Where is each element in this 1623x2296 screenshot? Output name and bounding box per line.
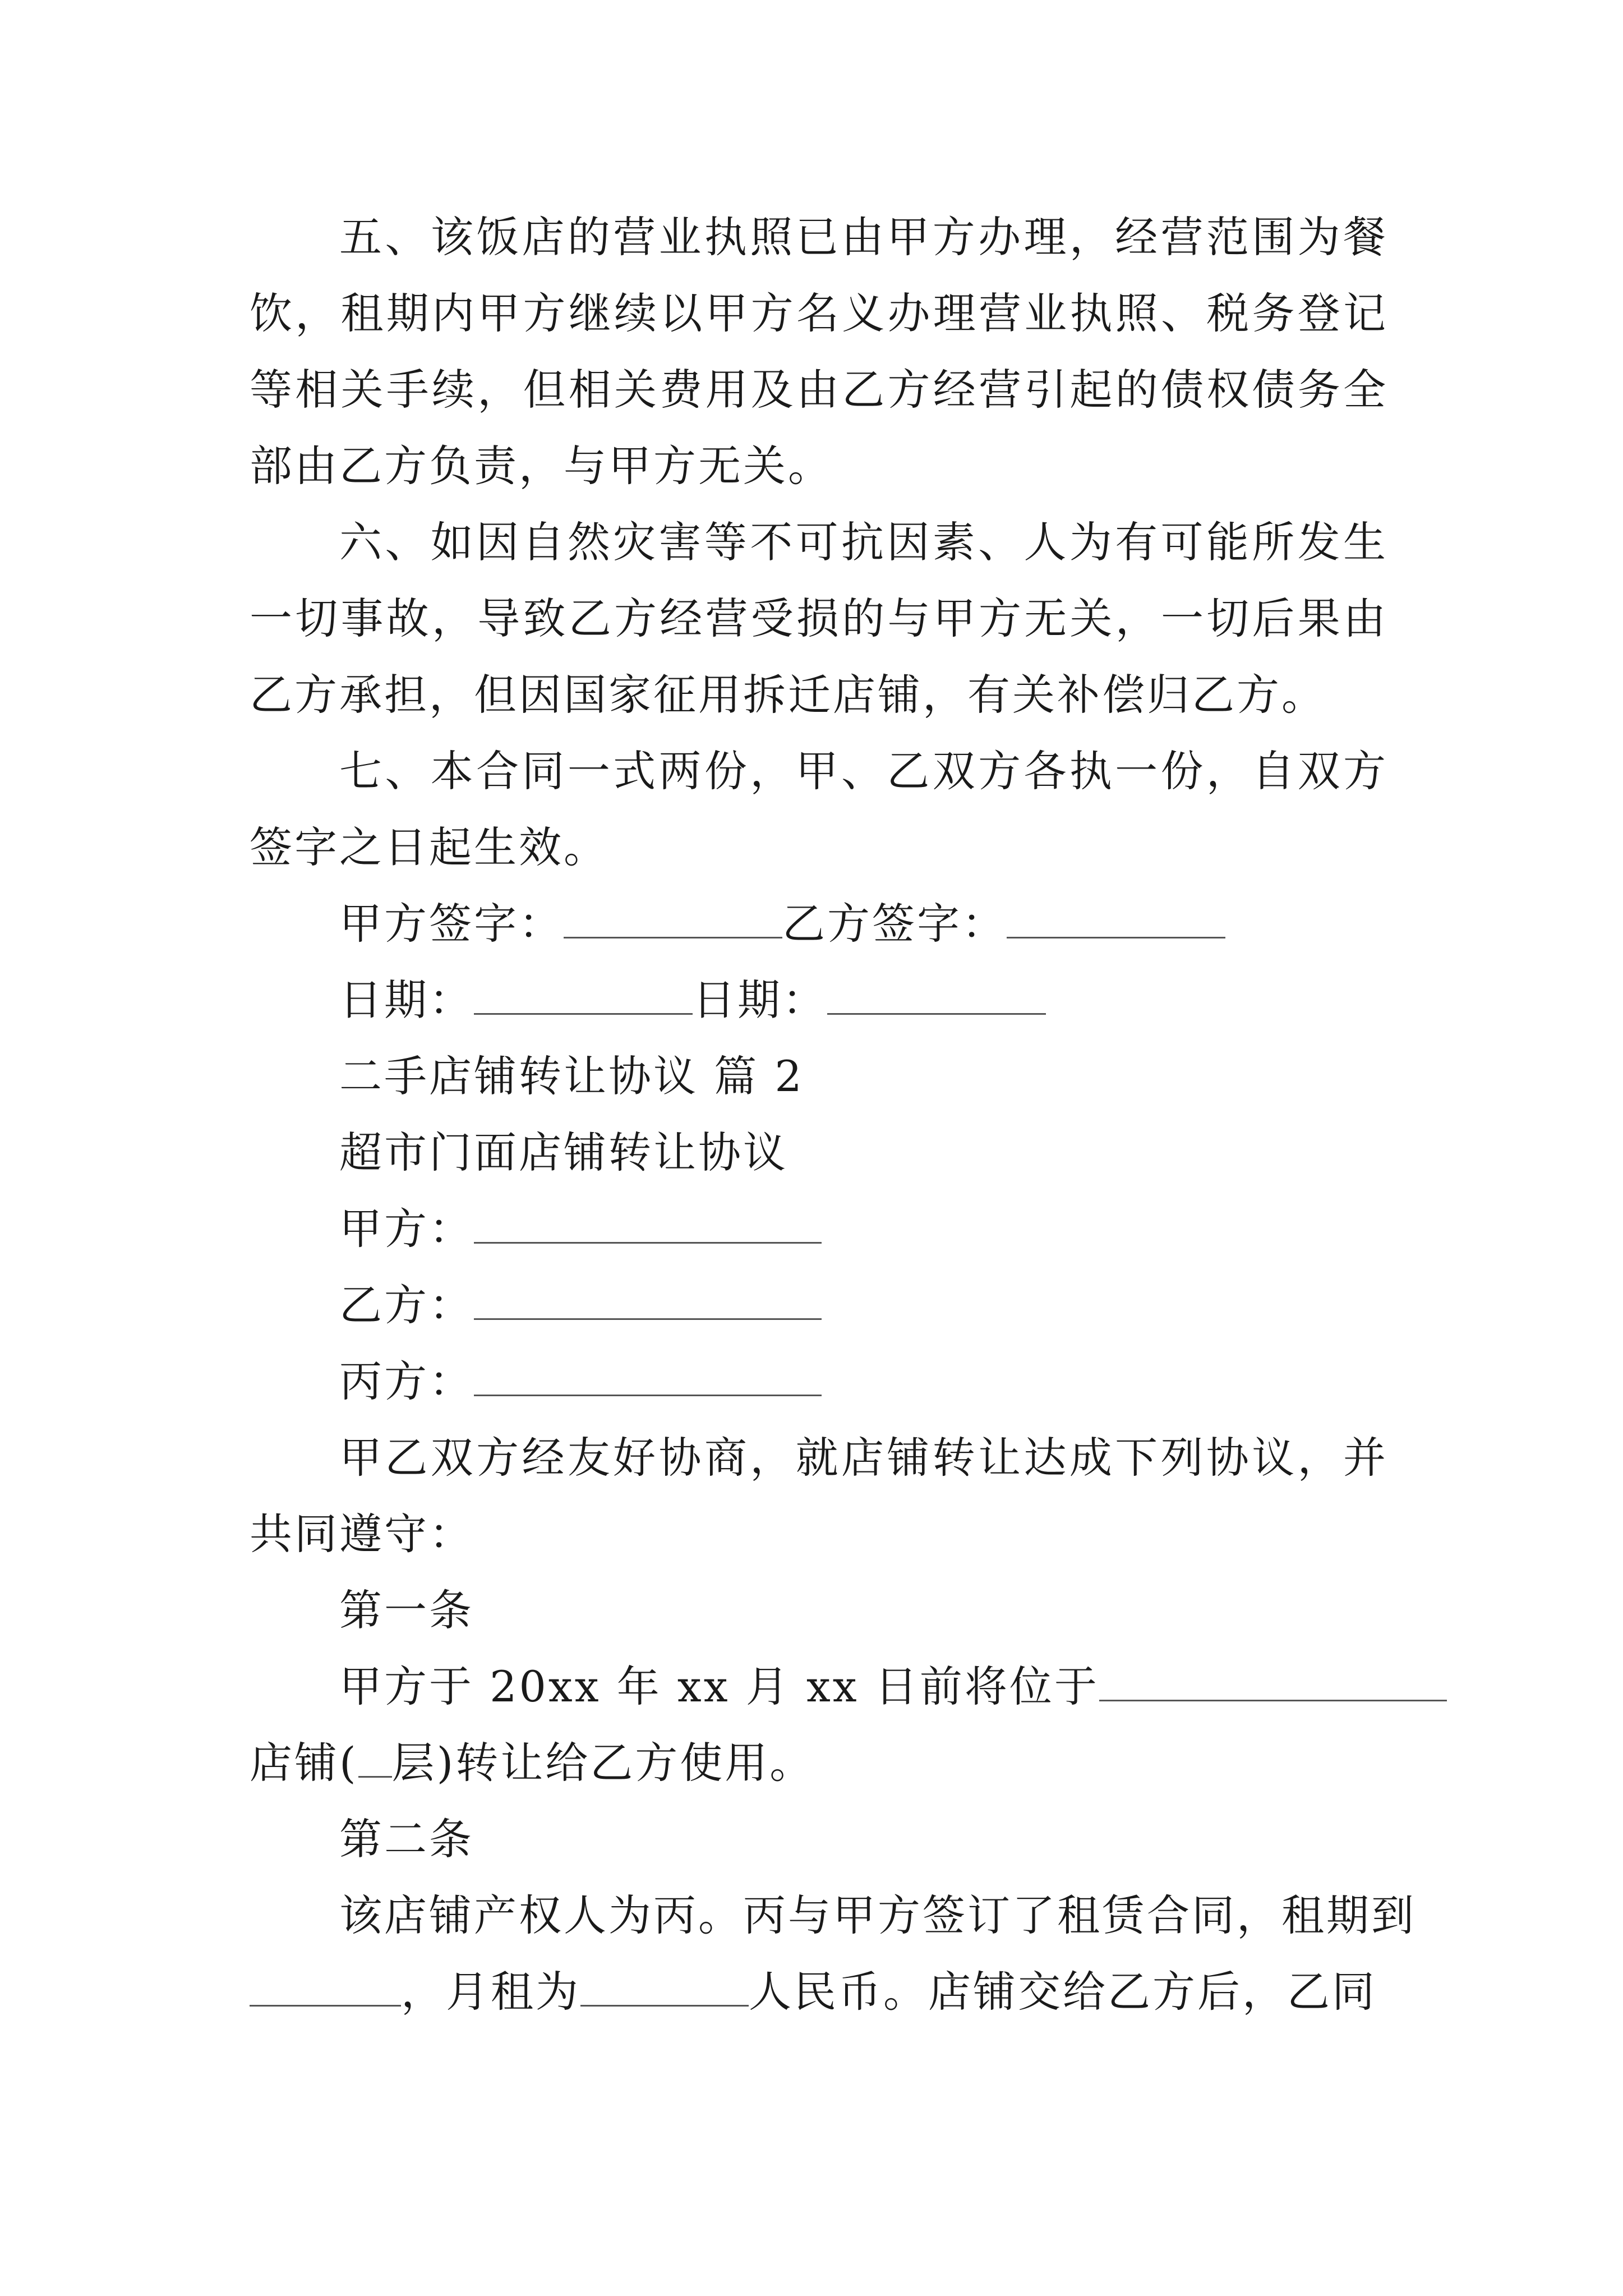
article-1-text-end-b: 层)转让给乙方使用。 (391, 1738, 815, 1788)
party-c-blank (474, 1359, 822, 1396)
sign-a-label: 甲方签字： (339, 899, 564, 949)
party-b-blank (474, 1282, 822, 1320)
article-2-line-1: 该店铺产权人为丙。丙与甲方签订了租赁合同，租期到 (339, 1890, 1416, 1940)
date-line (250, 962, 1388, 1038)
party-c-line (250, 1343, 1388, 1420)
article-2-rent-blank (580, 1969, 749, 2007)
article-2-term-blank (250, 1969, 401, 2007)
section-heading: 二手店铺转让协议 篇 2 (339, 1051, 804, 1101)
clause-7: 七、本合同一式两份，甲、乙双方各执一份，自双方签字之日起生效。 (250, 746, 1388, 872)
sign-b-label: 乙方签字： (782, 899, 1007, 949)
agreement-title: 超市门面店铺转让协议 (339, 1128, 788, 1177)
party-a-label: 甲方： (339, 1204, 474, 1254)
article-2-line-2 (250, 1954, 1388, 2030)
sign-a-blank (564, 901, 782, 938)
date-label-1: 日期： (339, 975, 474, 1025)
date-blank-1 (474, 977, 693, 1015)
date-label-2: 日期： (693, 975, 827, 1025)
party-c-label: 丙方： (339, 1356, 474, 1406)
article-2-text-mid: ，月租为 (401, 1967, 580, 2017)
party-b-label: 乙方： (339, 1280, 474, 1330)
article-1-text-end-a: 店铺( (250, 1738, 358, 1788)
date-blank-2 (827, 977, 1046, 1015)
article-1-floor-blank (358, 1740, 392, 1778)
party-b-line (250, 1267, 1388, 1343)
party-a-line (250, 1191, 1388, 1267)
article-1-line-2 (250, 1725, 1388, 1801)
clause-5: 五、该饭店的营业执照已由甲方办理，经营范围为餐饮，租期内甲方继续以甲方名义办理营业执照、税务登记等相关手续，但相关费用及由乙方经营引起的债权债务全部由乙方负责，与甲方无关。 (250, 212, 1388, 491)
document-body (250, 199, 1416, 2030)
article-2-heading: 第二条 (339, 1814, 474, 1864)
article-2-text-end: 人民币。店铺交给乙方后，乙同 (749, 1967, 1377, 2017)
article-1-text-start: 甲方于 20xx 年 xx 月 xx 日前将位于 (339, 1662, 1099, 1711)
party-a-blank (474, 1206, 822, 1244)
signature-line (250, 886, 1388, 962)
sign-b-blank (1007, 901, 1225, 938)
article-1-location-blank (1099, 1664, 1447, 1701)
article-1-heading: 第一条 (339, 1585, 474, 1635)
article-1-line-1 (250, 1649, 1388, 1725)
clause-6: 六、如因自然灾害等不可抗因素、人为有可能所发生一切事故，导致乙方经营受损的与甲方无关，一切后果由乙方承担，但因国家征用拆迁店铺，有关补偿归乙方。 (250, 517, 1388, 720)
preamble: 甲乙双方经友好协商，就店铺转让达成下列协议，并共同遵守： (250, 1433, 1388, 1559)
